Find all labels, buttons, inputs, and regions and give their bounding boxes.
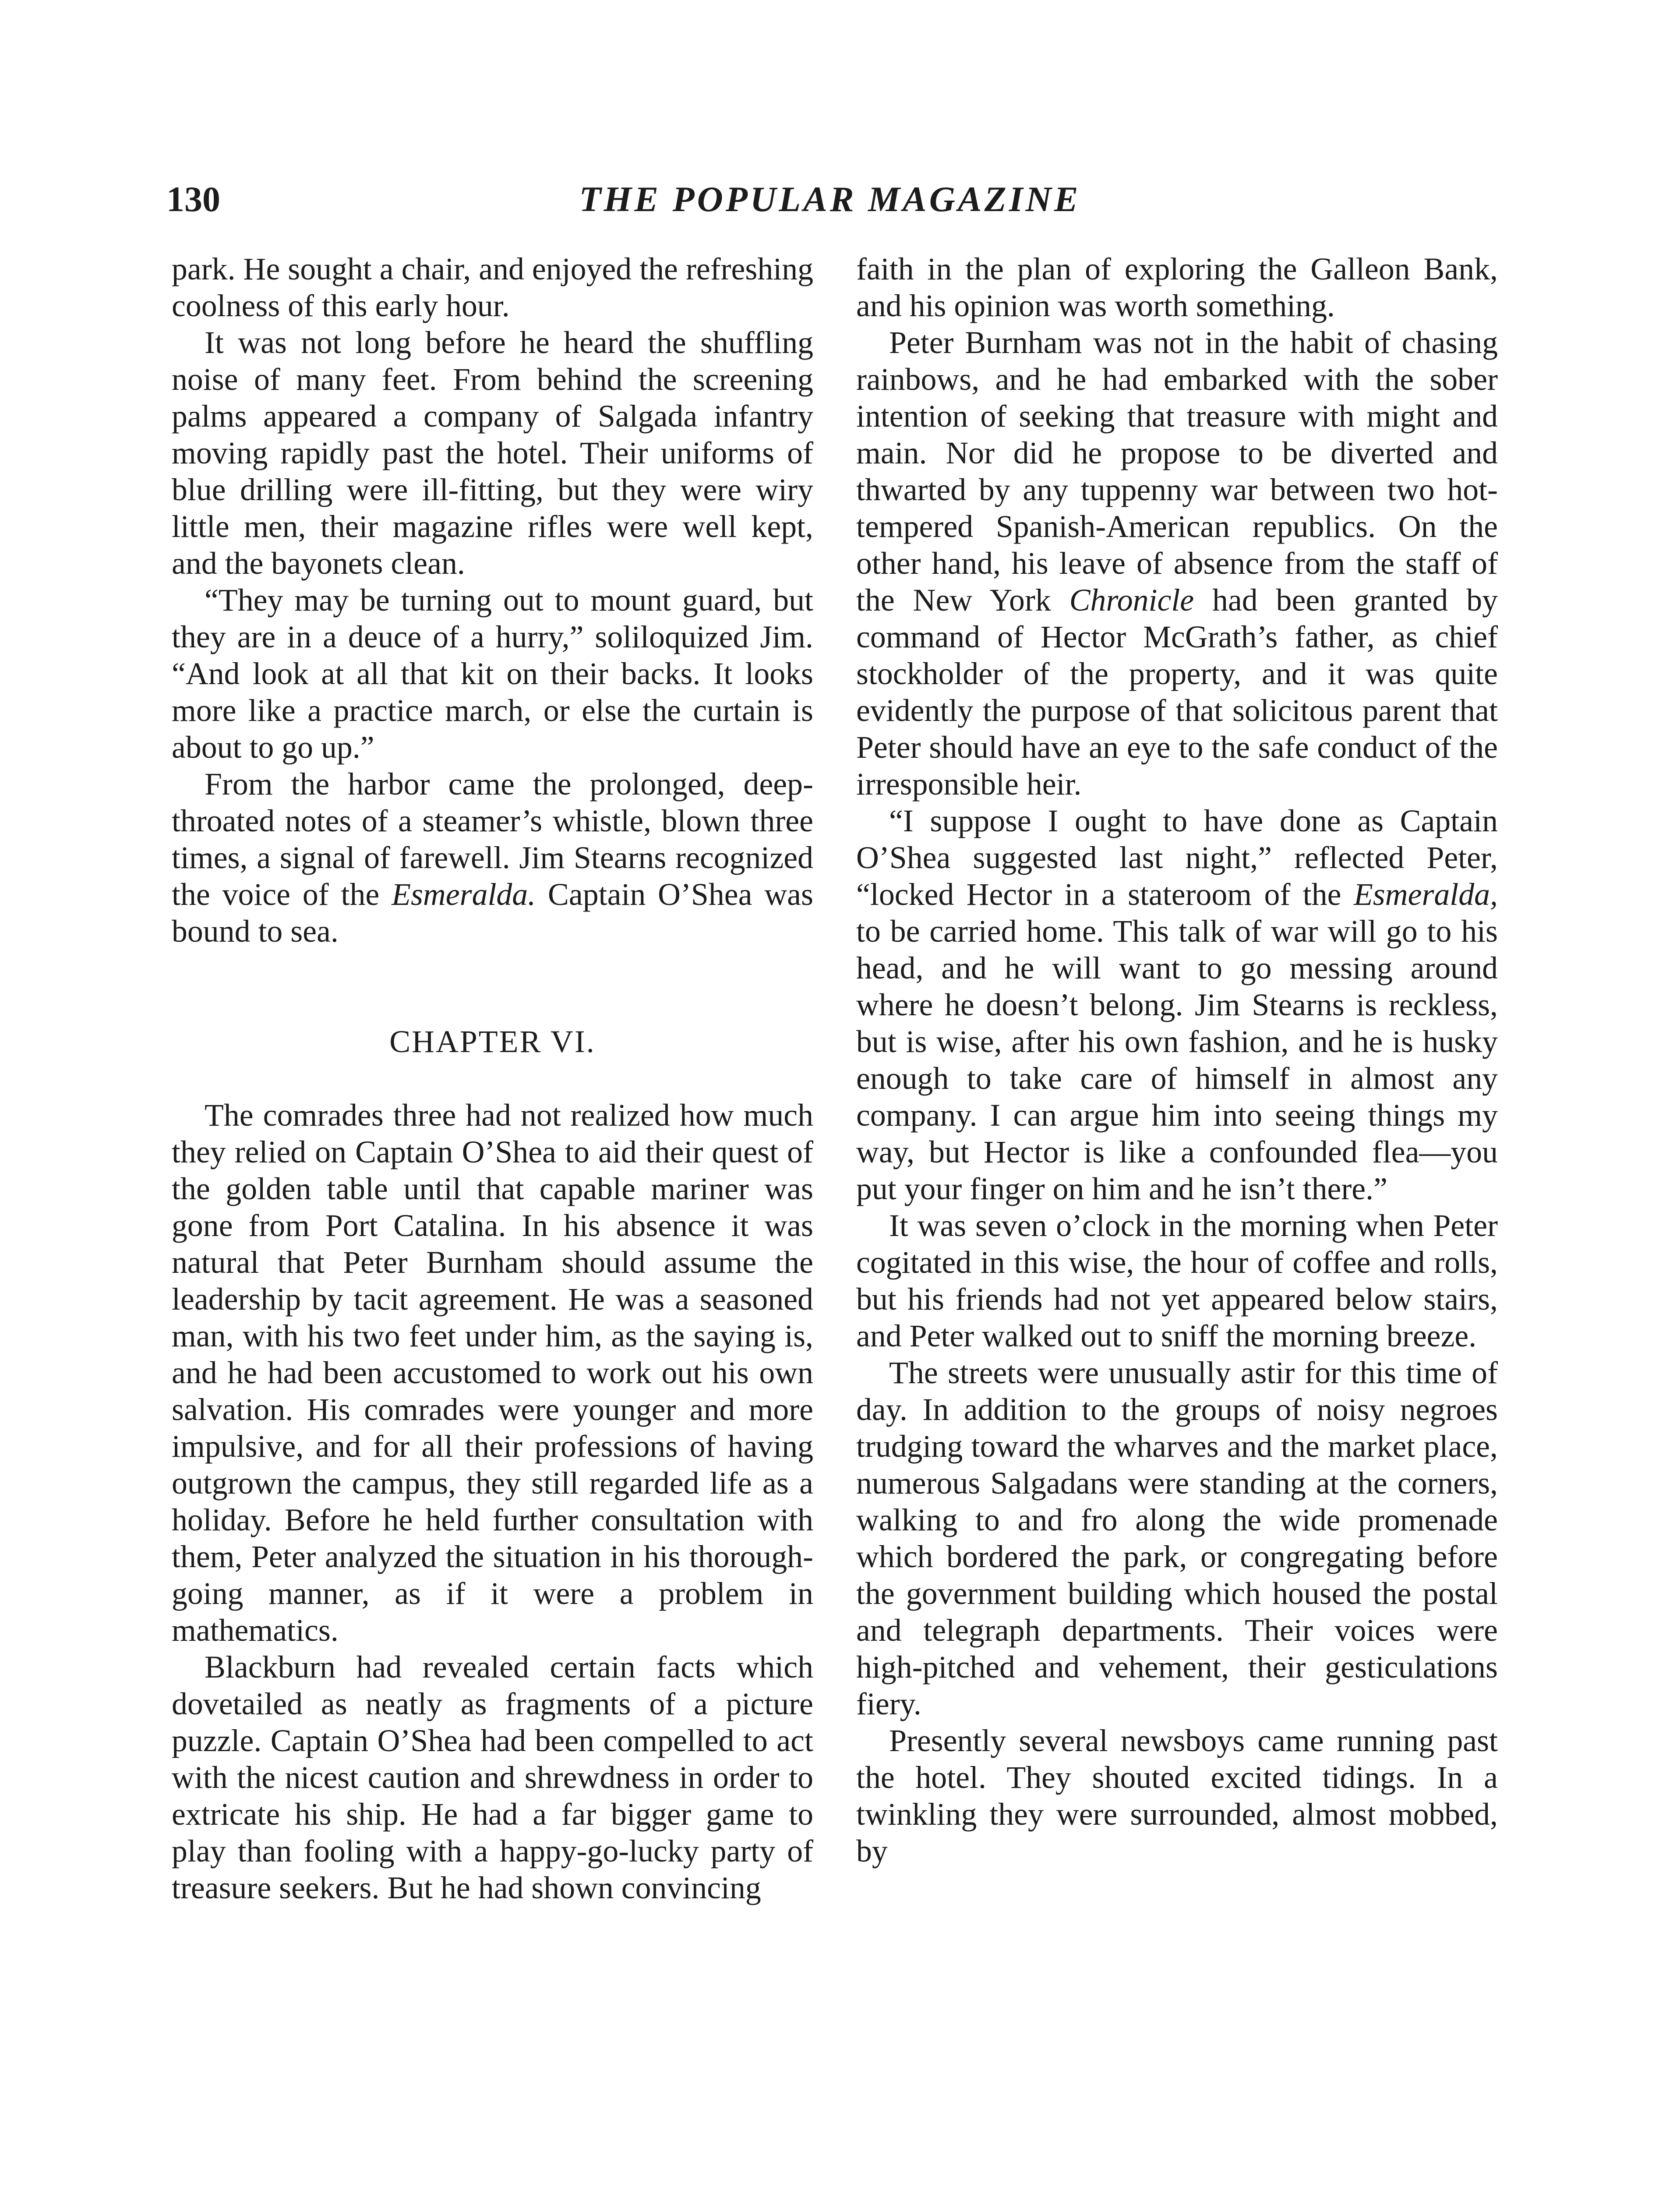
page-number: 130: [166, 179, 220, 219]
paragraph: The comrades three had not realized how much they relied on Captain O’Shea to aid their quest of the golden table until that capable mariner was gone from Port Catalina. In his absence it was natural that Peter Burnham should assume the leadership by tacit agreement. He was a seasoned man, with his two feet under him, as the saying is, and he had been accustomed to work out his own salvation. His comrades were younger and more impulsive, and for all their professions of having outgrown the campus, they still regarded life as a holiday. Before he held further consultation with them, Peter analyzed the situation in his thoroughgoing manner, as if it were a problem in mathematics.: [172, 1098, 813, 1648]
paragraph: [856, 324, 1498, 802]
paragraph: park. He sought a chair, and enjoyed the refreshing coolness of this early hour.: [172, 251, 813, 323]
right-column: [856, 251, 1498, 1869]
ship-name-italic: Esmeralda,: [1353, 877, 1498, 912]
text-run: From the harbor came the prolonged, deep-throated notes of a steamer’s whistle, blown three times, a signal of farewell. Jim Stearns recognized the voice of the: [172, 766, 813, 912]
newspaper-name-italic: Chronicle: [1069, 583, 1194, 618]
paragraph: The streets were unusually astir for this time of day. In addition to the groups of noisy negroes trudging toward the wharves and the market place, numerous Salgadans were standing at the corners, walking to and fro along the wide promenade which bordered the park, or congregating before the government building which housed the postal and telegraph departments. Their voices were high-pitched and vehement, their gesticulations fiery.: [856, 1355, 1498, 1721]
text-run: “I suppose I ought to have done as Captain O’Shea suggested last night,” reflected Peter, “locked Hector in a stateroom of the: [856, 803, 1498, 912]
text-run: had been granted by command of Hector McGrath’s father, as chief stockholder of the property, and it was quite evidently the purpose of that solicitous parent that Peter should have an eye to the safe conduct of the irresponsible heir.: [856, 583, 1498, 802]
paragraph: “They may be turning out to mount guard, but they are in a deuce of a hurry,” soliloquized Jim. “And look at all that kit on their backs. It looks more like a practice march, or else the curtain is about to go up.”: [172, 583, 813, 765]
text-run: to be carried home. This talk of war will go to his head, and he will want to go messing around where he doesn’t belong. Jim Stearns is reckless, but is wise, after his own fashion, and he is husky enough to take care of himself in almost any company. I can argue him into seeing things my way, but Hector is like a confounded flea—you put your finger on him and he isn’t there.”: [856, 914, 1498, 1206]
chapter-heading: CHAPTER VI.: [389, 1024, 596, 1059]
page-header: [166, 173, 1493, 226]
text-run: Peter Burnham was not in the habit of chasing rainbows, and he had embarked with the sober intention of seeking that treasure with might and main. Nor did he propose to be diverted and thwarted by any tuppenny war between two hot-tempered Spanish-American republics. On the other hand, his leave of absence from the staff of the New York: [856, 325, 1498, 618]
text-run: Captain O’Shea was bound to sea.: [172, 877, 813, 949]
paragraph: [172, 766, 813, 950]
paragraph: It was not long before he heard the shuffling noise of many feet. From behind the screening palms appeared a company of Salgada infantry moving rapidly past the hotel. Their uniforms of blue drilling were ill-fitting, but they were wiry little men, their magazine rifles were well kept, and the bayonets clean.: [172, 325, 813, 581]
left-column: [172, 251, 813, 1906]
paragraph: It was seven o’clock in the morning when Peter cogitated in this wise, the hour of coffee and rolls, but his friends had not yet appeared below stairs, and Peter walked out to sniff the morning breeze.: [856, 1208, 1498, 1353]
paragraph: faith in the plan of exploring the Galleon Bank, and his opinion was worth something.: [856, 251, 1498, 323]
paragraph: [856, 802, 1498, 1207]
ship-name-italic: Esmeralda.: [392, 877, 536, 912]
paragraph: Presently several newsboys came running past the hotel. They shouted excited tidings. In a twinkling they were surrounded, almost mobbed, by: [856, 1723, 1498, 1869]
running-title: THE POPULAR MAGAZINE: [579, 179, 1081, 219]
paragraph: Blackburn had revealed certain facts which dovetailed as neatly as fragments of a picture puzzle. Captain O’Shea had been compelled to act with the nicest caution and shrewdness in order to extricate his ship. He had a far bigger game to play than fooling with a happy-go-lucky party of treasure seekers. But he had shown convincing: [172, 1650, 813, 1905]
